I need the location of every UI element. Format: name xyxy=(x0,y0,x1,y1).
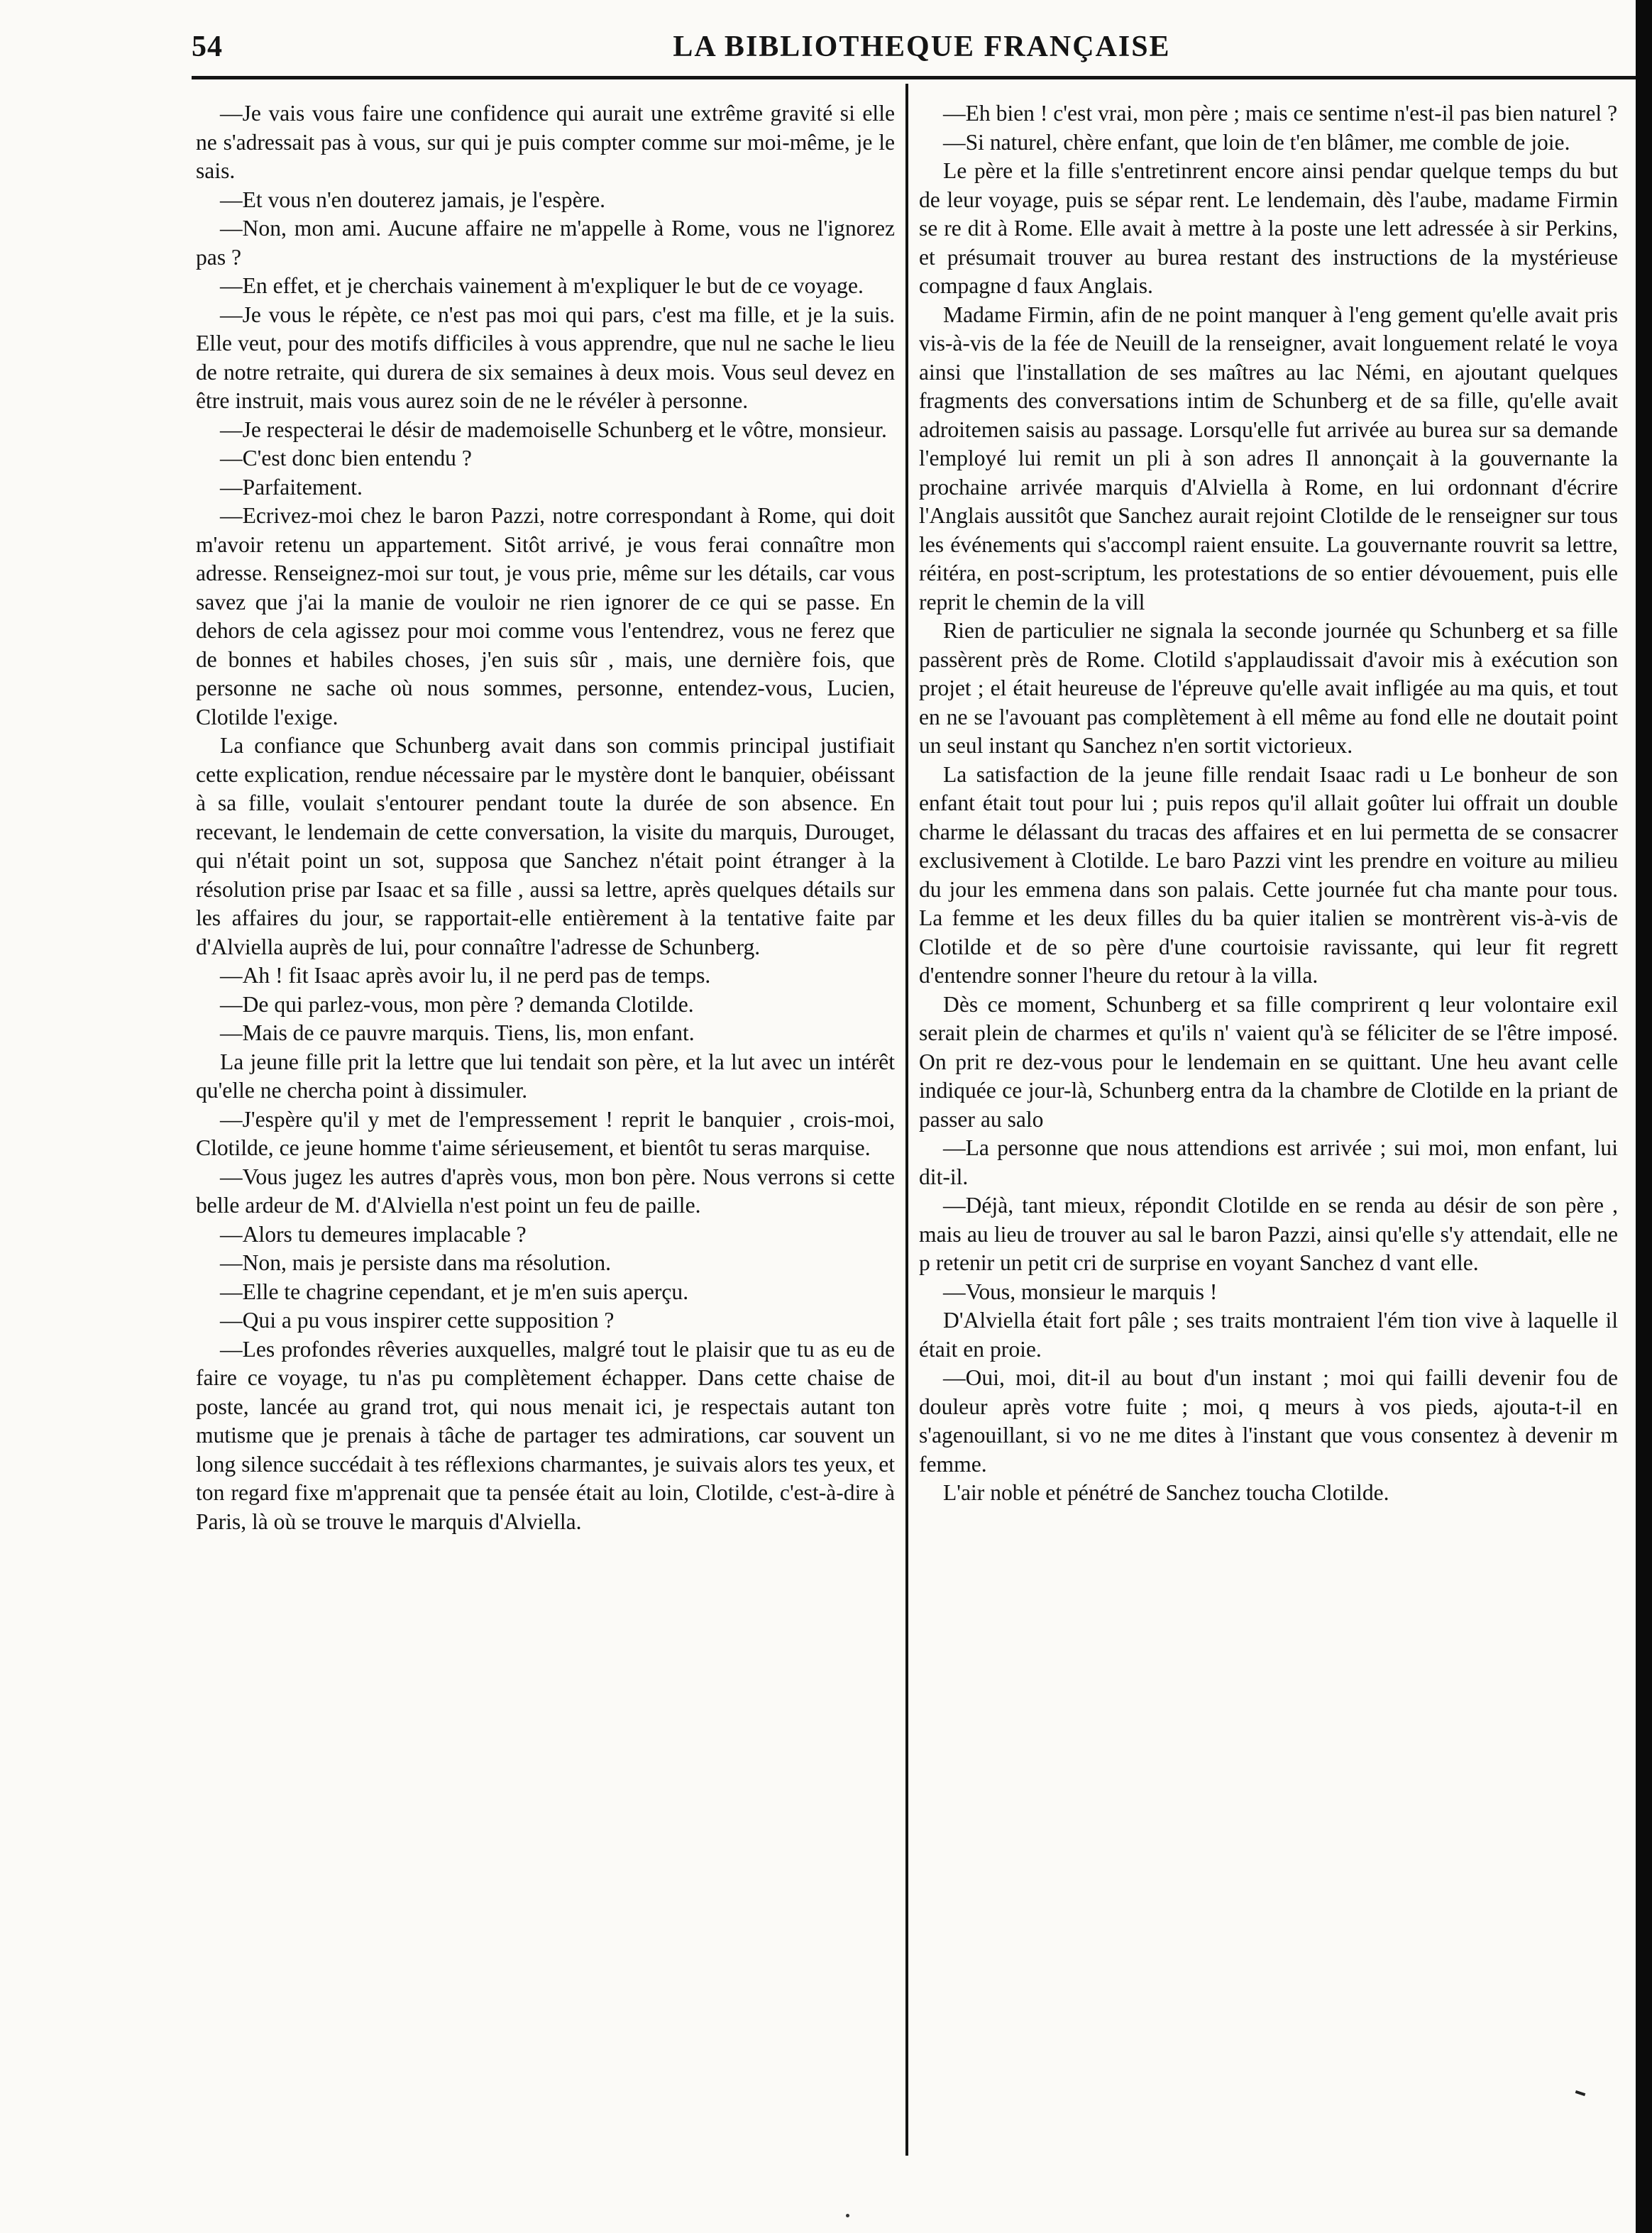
paragraph: —Je vais vous faire une confidence qui aurait une extrême gravité si elle ne s'adressait pas à vous, sur qui je puis compter comme sur moi-même, je le sais. xyxy=(196,101,895,183)
scan-edge-shadow xyxy=(1636,0,1652,2233)
paragraph: La confiance que Schunberg avait dans son commis principal justifiait cette explication, rendue nécessaire par le mystère dont le banquier, obéissant à sa fille, voulait s'entourer pendant toute la durée de son absence. En recevant, le lendemain de cette conversation, la visite du marquis, Durouget, qui n'était point un sot, supposa que Sanchez n'était point étranger à la résolution prise par Isaac et sa fille , aussi sa lettre, après quelques détails sur les affaires du jour, se rapportait-elle entièrement à la tentative faite par d'Alviella auprès de lui, pour connaître l'adresse de Schunberg. xyxy=(196,733,895,959)
paragraph: —Parfaitement. xyxy=(220,474,363,500)
paragraph: D'Alviella était fort pâle ; ses traits montraient l'ém tion vive à laquelle il était en proie. xyxy=(919,1308,1618,1362)
paragraph: —Je vous le répète, ce n'est pas moi qui pars, c'est ma fille, et je la suis. Elle veut, pour des motifs difficiles à vous apprendre, que nul ne sache le lieu de notre retraite, qui durera de six semaines à deux mois. Vous seul devez en être instruit, mais vous aurez soin de ne le révéler à personne. xyxy=(196,302,895,413)
left-column xyxy=(196,99,895,1536)
paragraph: —Vous jugez les autres d'après vous, mon bon père. Nous verrons si cette belle ardeur de M. d'Alviella n'est point un feu de paille. xyxy=(196,1164,895,1218)
paragraph: La jeune fille prit la lettre que lui tendait son père, et la lut avec un intérêt qu'elle ne chercha point à dissimuler. xyxy=(196,1049,895,1103)
paragraph: —Elle te chagrine cependant, et je m'en suis aperçu. xyxy=(220,1279,689,1304)
paragraph: —De qui parlez-vous, mon père ? demanda Clotilde. xyxy=(220,991,694,1017)
print-mark xyxy=(1575,2090,1586,2096)
paragraph: —Ecrivez-moi chez le baron Pazzi, notre correspondant à Rome, qui doit m'avoir retenu un appartement. Sitôt arrivé, je vous ferai connaître mon adresse. Renseignez-moi sur tout, je vous prie, même sur les détails, car vous savez que j'ai la manie de vouloir ne rien ignorer de ce qui se passe. En dehors de cela agissez pour moi comme vous l'entendrez, vous ne ferez que de bonnes et habiles choses, j'en suis sûr , mais, une dernière fois, que personne ne sache où nous sommes, personne, entendez-vous, Lucien, Clotilde l'exige. xyxy=(196,503,895,729)
paragraph: —Alors tu demeures implacable ? xyxy=(220,1221,527,1247)
paragraph: Le père et la fille s'entretinrent encore ainsi pendar quelque temps du but de leur voyage, puis se sépar rent. Le lendemain, dès l'aube, madame Firmin se re dit à Rome. Elle avait à mettre à la poste une lett adressée à sir Perkins, et présumait trouver au burea restant des instructions de la mystérieuse compagne d faux Anglais. xyxy=(919,158,1618,298)
print-speck xyxy=(846,2214,849,2217)
paragraph: —Mais de ce pauvre marquis. Tiens, lis, mon enfant. xyxy=(220,1020,695,1045)
right-column xyxy=(919,99,1618,1508)
paragraph: —Déjà, tant mieux, répondit Clotilde en se renda au désir de son père , mais au lieu de trouver au sal le baron Pazzi, ainsi qu'elle s'y attendait, elle ne p retenir un petit cri de surprise en voyant Sanchez d vant elle. xyxy=(919,1193,1618,1275)
paragraph: —Les profondes rêveries auxquelles, malgré tout le plaisir que tu as eu de faire ce voyage, tu n'as pu complètement échapper. Dans cette chaise de poste, lancée au grand trot, qui nous menait ici, je respectais autant ton mutisme que je prenais à tâche de partager tes admirations, car souvent un long silence succédait à tes réflexions charmantes, je suivais alors tes yeux, et ton regard fixe m'apprenait que ta pensée était au loin, Clotilde, c'est-à-dire à Paris, là où se trouve le marquis d'Alviella. xyxy=(196,1336,895,1534)
paragraph: —Vous, monsieur le marquis ! xyxy=(943,1279,1218,1304)
paragraph: —Qui a pu vous inspirer cette supposition ? xyxy=(220,1308,615,1333)
paragraph: —Non, mon ami. Aucune affaire ne m'appelle à Rome, vous ne l'ignorez pas ? xyxy=(196,216,895,270)
header-rule xyxy=(192,76,1652,79)
paragraph: —Si naturel, chère enfant, que loin de t'en blâmer, me comble de joie. xyxy=(943,129,1570,155)
paragraph: Dès ce moment, Schunberg et sa fille comprirent q leur volontaire exil serait plein de charmes et qu'ils n' vaient qu'à se féliciter de se l'être imposé. On prit re dez-vous pour le lendemain en se quittant. Une heu avant celle indiquée ce jour-là, Schunberg entra da la chambre de Clotilde en la priant de passer au salo xyxy=(919,991,1618,1132)
paragraph: La satisfaction de la jeune fille rendait Isaac radi u Le bonheur de son enfant était tout pour lui ; puis repos qu'il allait goûter lui offrait un double charme le délassant du tracas des affaires et en lui permetta de se consacrer exclusivement à Clotilde. Le baro Pazzi vint les prendre en voiture au milieu du jour les emmena dans son palais. Cette journée fut cha mante pour tous. La femme et les deux filles du ba quier italien se montrèrent vis-à-vis de Clotilde et de so père d'une courtoisie ravissante, qui leur fit regrett d'entendre sonner l'heure du retour à la villa. xyxy=(919,761,1618,988)
page-number: 54 xyxy=(192,31,223,63)
paragraph: Madame Firmin, afin de ne point manquer à l'eng gement qu'elle avait pris vis-à-vis de la fée de Neuill de la renseigner, avait longuement relaté le voya ainsi que l'installation de ses maîtres au lac Némi, en ajoutant quelques fragments des conversations intim de Schunberg et de sa fille, qu'elle avait adroitemen saisis au passage. Lorsqu'elle fut arrivée au burea sur sa demande l'employé lui remit un pli à son adres Il annonçait à la gouvernante la prochaine arrivée marquis d'Alviella à Rome, en lui ordonnant d'écrire l'Anglais aussitôt que Sanchez aurait rejoint Clotilde de le renseigner sur tous les événements qui s'accompl raient ensuite. La gouvernante rouvrit sa lettre, réitéra, en post-scriptum, les protestations de so entier dévouement, puis elle reprit le chemin de la vill xyxy=(919,302,1618,614)
paragraph: —Eh bien ! c'est vrai, mon père ; mais ce sentime n'est-il pas bien naturel ? xyxy=(943,101,1618,126)
paragraph: —Et vous n'en douterez jamais, je l'espère. xyxy=(220,187,606,212)
paragraph: —Non, mais je persiste dans ma résolution. xyxy=(220,1250,612,1275)
paragraph: —Je respecterai le désir de mademoiselle Schunberg et le vôtre, monsieur. xyxy=(220,417,887,442)
paragraph: Rien de particulier ne signala la seconde journée qu Schunberg et sa fille passèrent près de Rome. Clotild s'applaudissait d'avoir mis à exécution son projet ; el était heureuse de l'épreuve qu'elle avait infligée au ma quis, et tout en ne se l'avouant pas complètement à ell même au fond elle ne doutait point un seul instant qu Sanchez n'en sortit victorieux. xyxy=(919,618,1618,758)
paragraph: —C'est donc bien entendu ? xyxy=(220,446,472,470)
paragraph: —En effet, et je cherchais vainement à m'expliquer le but de ce voyage. xyxy=(220,273,864,298)
paragraph: —J'espère qu'il y met de l'empressement ! reprit le banquier , crois-moi, Clotilde, ce jeune homme t'aime sérieusement, et bientôt tu seras marquise. xyxy=(196,1106,895,1160)
paragraph: L'air noble et pénétré de Sanchez toucha Clotilde. xyxy=(943,1480,1389,1505)
paragraph: —Oui, moi, dit-il au bout d'un instant ; moi qui failli devenir fou de douleur après votre fuite ; moi, q meurs à vos pieds, ajouta-t-il en s'agenouillant, si vo ne me dites à l'instant que vous consentez à devenir m femme. xyxy=(919,1365,1618,1477)
paragraph: —Ah ! fit Isaac après avoir lu, il ne perd pas de temps. xyxy=(220,963,711,988)
paragraph: —La personne que nous attendions est arrivée ; sui moi, mon enfant, lui dit-il. xyxy=(919,1135,1618,1189)
page-header xyxy=(192,30,1652,72)
running-head-title: LA BIBLIOTHEQUE FRANÇAISE xyxy=(673,31,1171,63)
column-divider xyxy=(905,84,908,2156)
